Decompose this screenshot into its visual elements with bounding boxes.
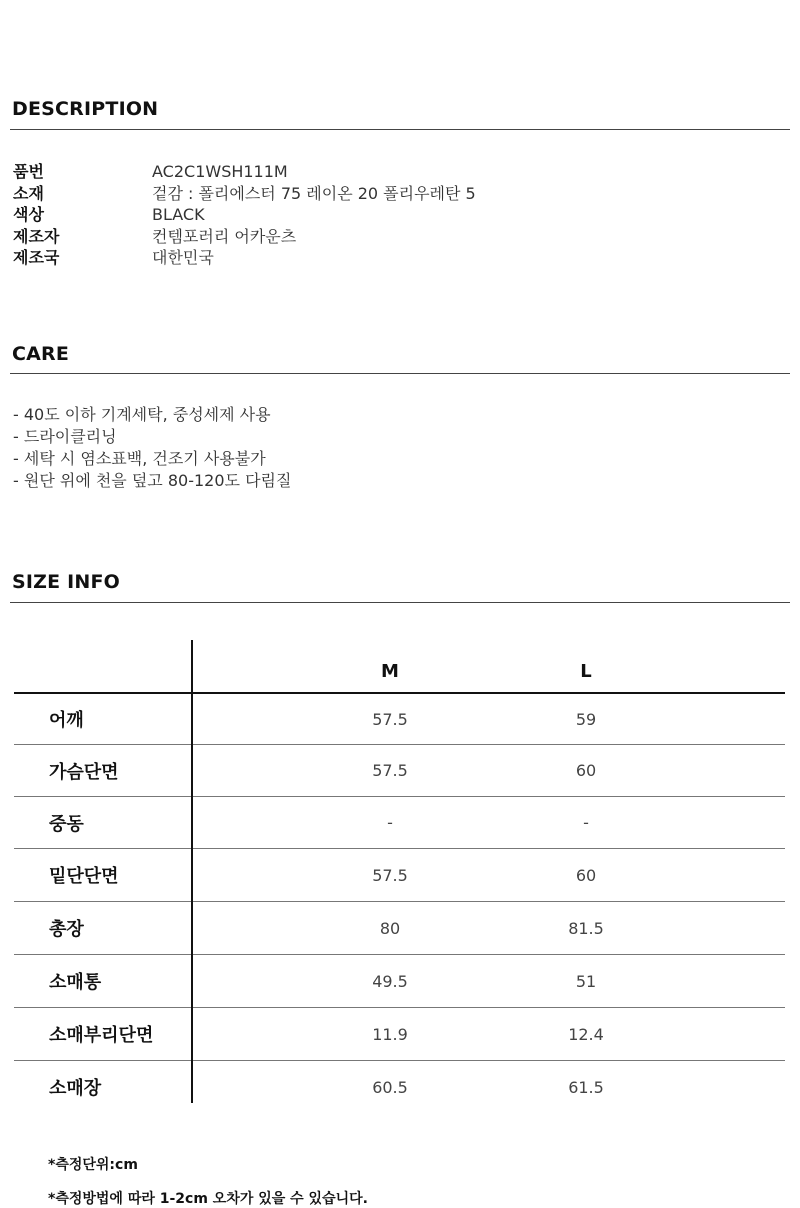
table-vertical-divider: [191, 640, 193, 1103]
description-divider: [10, 129, 790, 130]
description-value: 대한민국: [152, 248, 214, 267]
care-item: - 드라이클리닝: [13, 427, 117, 446]
cell-m: 57.5: [372, 761, 408, 780]
row-label: 어깨: [49, 710, 84, 731]
row-label: 소매통: [49, 972, 102, 993]
care-item: - 원단 위에 천을 덮고 80-120도 다림질: [13, 471, 292, 490]
cell-l: 81.5: [568, 918, 604, 938]
row-label: 총장: [49, 919, 84, 940]
table-row: [14, 797, 785, 849]
description-list: [13, 161, 713, 269]
description-label: 제조국: [13, 248, 60, 267]
row-label: 중동: [49, 813, 84, 835]
description-label: 색상: [13, 205, 44, 224]
description-title: DESCRIPTION: [12, 98, 159, 120]
column-header-m: M: [381, 660, 399, 682]
cell-m: 49.5: [372, 971, 408, 991]
size-info-divider: [10, 602, 790, 603]
description-row-color: [13, 204, 713, 226]
size-info-title: SIZE INFO: [12, 571, 121, 593]
description-value: 겉감 : 폴리에스터 75 레이온 20 폴리우레탄 5: [152, 183, 476, 203]
table-row: [14, 1061, 785, 1113]
cell-l: 12.4: [568, 1024, 604, 1044]
size-table: [14, 640, 785, 1113]
care-item: - 40도 이하 기계세탁, 중성세제 사용: [13, 405, 271, 424]
row-label: 가슴단면: [49, 761, 119, 783]
row-label: 소매장: [49, 1078, 102, 1099]
description-value: AC2C1WSH111M: [152, 162, 288, 181]
description-label: 소재: [13, 183, 44, 203]
cell-l: 61.5: [568, 1077, 604, 1097]
table-row: [14, 694, 785, 745]
care-item: - 세탁 시 염소표백, 건조기 사용불가: [13, 449, 266, 468]
cell-l: 60: [575, 865, 597, 885]
description-label: 제조자: [13, 226, 60, 246]
description-row-manufacturer: [13, 226, 713, 248]
cell-l: 60: [575, 761, 597, 780]
cell-l: 51: [575, 971, 597, 991]
cell-m: -: [387, 813, 393, 832]
table-row: [14, 902, 785, 955]
table-row: [14, 849, 785, 902]
cell-m: 57.5: [372, 709, 408, 729]
cell-m: 11.9: [372, 1024, 408, 1044]
care-title: CARE: [12, 343, 70, 365]
table-row: [14, 745, 785, 797]
note-unit: *측정단위:cm: [48, 1157, 138, 1173]
cell-m: 57.5: [372, 865, 408, 885]
column-header-l: L: [580, 660, 592, 682]
row-label: 밑단단면: [49, 866, 119, 887]
cell-l: -: [583, 813, 589, 832]
care-divider: [10, 373, 790, 374]
cell-m: 60.5: [372, 1077, 408, 1097]
size-table-header: [14, 640, 785, 694]
description-value: BLACK: [152, 205, 205, 224]
cell-m: 80: [379, 918, 401, 938]
description-row-product-code: [13, 161, 713, 183]
description-row-country: [13, 247, 713, 269]
care-list: [13, 404, 291, 492]
row-label: 소매부리단면: [49, 1025, 154, 1046]
description-label: 품번: [13, 162, 44, 181]
cell-l: 59: [575, 709, 597, 729]
table-row: [14, 955, 785, 1008]
note-tolerance: *측정방법에 따라 1-2cm 오차가 있을 수 있습니다.: [48, 1191, 368, 1207]
description-row-material: [13, 183, 713, 205]
table-row: [14, 1008, 785, 1061]
description-value: 컨템포러리 어카운츠: [152, 226, 297, 246]
